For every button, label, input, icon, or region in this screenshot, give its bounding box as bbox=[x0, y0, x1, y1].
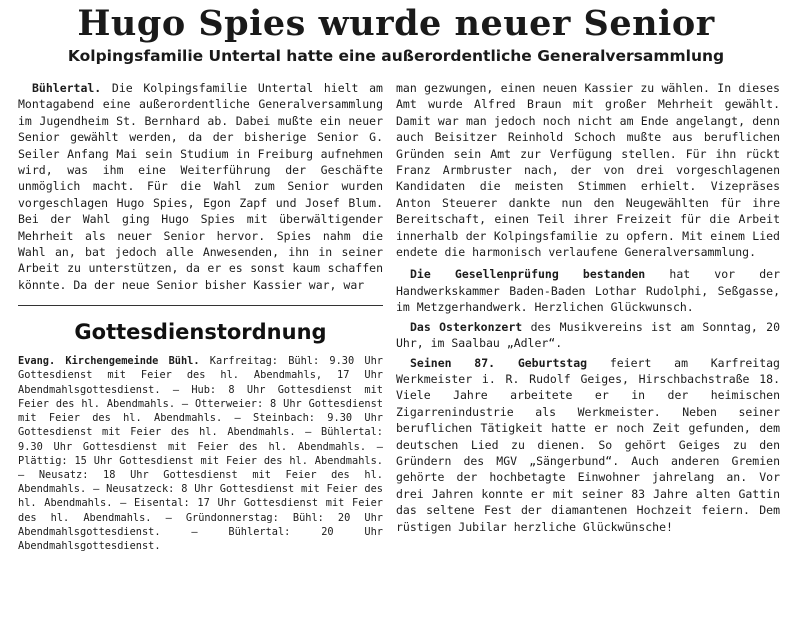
article-body-right: man gezwungen, einen neuen Kassier zu wählen. In dieses Amt wurde Alfred Braun mit großer Mehrheit gewählt. Damit war man jedoch noch nicht am Ende angelangt, denn auch Beisitzer Reinhold Schoch mußte aus beruflichen Gründen sein Amt zur Verfügung stellen. Für ihn rückt Franz Armbruster nach, der von drei vorgeschlagenen Kandidaten die meisten Stimmen erhielt. Vizepräses Anton Steuerer dankte nun den Neugewählten für ihre Bereitschaft, einen Teil ihrer Freizeit für die Arbeit innerhalb der Kolpingsfamilie zu opfern. Mit einem Lied endete die harmonisch verlaufene Generalversammlung. bbox=[396, 81, 780, 260]
notice-concert-text: des Musikvereins ist am Sonntag, 20 Uhr, im Saalbau „Adler“. bbox=[396, 319, 780, 351]
section-divider bbox=[18, 305, 383, 306]
notice-exam-lead: Die Gesellenprüfung bestanden bbox=[410, 267, 646, 282]
left-column bbox=[18, 80, 383, 553]
article-text-left: Die Kolpingsfamilie Untertal hielt am Montagabend eine außerordentliche Generalversammlung im Jugendheim St. Bernhard ab. Dabei mußte ein neuer Senior gewählt werden, da der bisherige Senior G. Seiler Anfang Mai sein Studium in Freiburg aufnehmen wird, was ihm eine Weiterführung der Geschäfte unmöglich macht. Für die Wahl zum Senior wurden vorgeschlagen Hugo Spies, Egon Zapf und Josef Blum. Bei der Wahl ging Hugo Spies mit überwältigender Mehrheit als neuer Senior hervor. Spies nahm die Wahl an, bat jedoch alle Anwesenden, ihn in seiner Arbeit zu unterstützen, da er es sonst kaum schaffen könnte. Da der neue Senior bisher Kassier war, war bbox=[18, 81, 383, 292]
subheadline: Kolpingsfamilie Untertal hatte eine außerordentliche Generalversammlung bbox=[67, 47, 725, 65]
notice-birthday-text: feiert am Karfreitag Werkmeister i. R. Rudolf Geiges, Hirschbachstraße 18. Viele Jahre arbeitete er in der heimischen Zigarrenindustrie als Werkmeister. Neben seiner beruflichen Tätigkeit hatte er noch Zeit gefunden, dem deutschen Lied zu dienen. So gehört Geiges zu den Gründern des MGV „Sängerbund“. Auch anderen Gremien gehörte der hochbetagte Einwohner jahrelang an. Vor drei Jahren konnte er mit seiner 83 Jahre alten Gattin das seltene Fest der diamantenen Hochzeit feiern. Dem rüstigen Jubilar herzliche Glückwünsche! bbox=[396, 355, 780, 534]
notice-concert-lead: Das Osterkonzert bbox=[410, 319, 523, 334]
notice-concert bbox=[396, 319, 780, 352]
worship-schedule bbox=[18, 354, 383, 553]
dateline: Bühlertal. bbox=[32, 81, 102, 95]
worship-parish: Evang. Kirchengemeinde Bühl. bbox=[18, 355, 200, 368]
article-body-left bbox=[18, 80, 383, 293]
worship-text: Karfreitag: Bühl: 9.30 Uhr Gottesdienst mit Feier des hl. Abendmahls, 17 Uhr Abendmahlsgottesdienst. — Hub: 8 Uhr Gottesdienst mit Feier des hl. Abendmahls. — Otterweier: 8 Uhr Gottesdienst mit Feier des hl. Abendmahls. — Steinbach: 9.30 Uhr Gottesdienst mit Feier des hl. Abendmahls. — Bühlertal: 9.30 Uhr Gottesdienst mit Feier des hl. Abendmahls. — Plättig: 15 Uhr Gottesdienst mit Feier des hl. Abendmahls. — Neusatz: 18 Uhr Gottesdienst mit Feier des hl. Abendmahls. — Neusatzeck: 8 Uhr Gottesdienst mit Feier des hl. Abendmahls. — Eisental: 17 Uhr Gottesdienst mit Feier des hl. Abendmahls. — Gründonnerstag: Bühl: 20 Uhr Abendmahlsgottesdienst. — Bühlertal: 20 Uhr Abendmahlsgottesdienst. bbox=[18, 355, 383, 552]
right-column bbox=[396, 80, 780, 535]
notice-exam-text: hat vor der Handwerkskammer Baden-Baden Lothar Rudolphi, Seßgasse, im Metzgerhandwerk. Herzlichen Glückwunsch. bbox=[396, 267, 780, 315]
notice-exam bbox=[396, 266, 780, 315]
headline: Hugo Spies wurde neuer Senior bbox=[77, 3, 715, 44]
worship-section-title: Gottesdienstordnung bbox=[74, 320, 327, 345]
notice-birthday bbox=[396, 355, 780, 535]
notice-birthday-lead: Seinen 87. Geburtstag bbox=[410, 355, 588, 370]
